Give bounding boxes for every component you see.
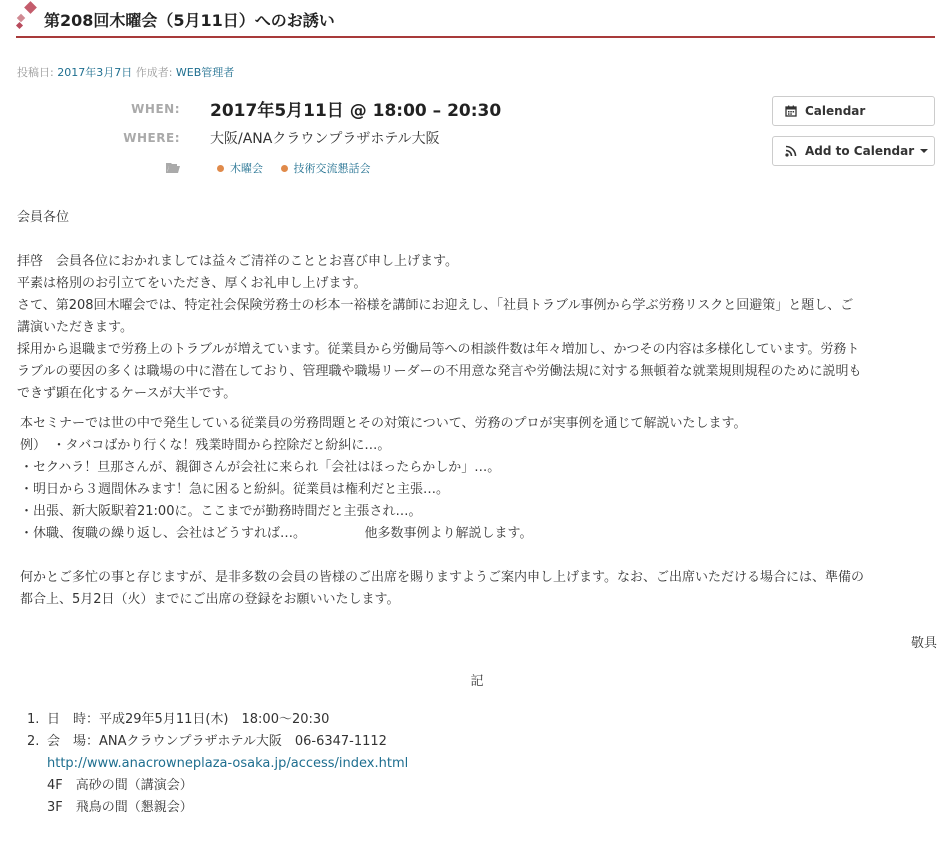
- para1-line: 採用から退職まで労務上のトラブルが増えています。従業員から労働局等への相談件数は年々増加し、かつその内容は多様化しています。労務ト: [17, 342, 860, 357]
- calendar-button[interactable]: [772, 96, 935, 126]
- add-to-calendar-label: Add to Calendar: [805, 144, 915, 158]
- room-line: 4F 高砂の間（講演会）: [47, 778, 193, 793]
- para3-line: 都合上、5月2日（火）までにご出席の登録をお願いいたします。: [20, 592, 400, 607]
- event-when-value: 2017年5月11日 @ 18:00 – 20:30: [210, 101, 502, 121]
- folder-icon: [166, 162, 180, 174]
- category-link-gijutsu[interactable]: 技術交流懇話会: [281, 160, 371, 176]
- para1-line: できず顕在化するケースが大半です。: [17, 386, 237, 401]
- post-header: [16, 0, 935, 38]
- para2-line: 例） ・タバコばかり行くな！残業時間から控除だと紛糾に…。: [20, 438, 391, 453]
- para2-line: ・出張、新大阪駅着21:00に。ここまでが勤務時間だと主張され…。: [20, 504, 422, 519]
- author-label: 作成者:: [132, 66, 176, 79]
- para1-line: 拝啓 会員各位におかれましては益々ご清祥のこととお喜び申し上げます。: [17, 254, 458, 269]
- list-item: 1. 日 時：平成29年5月11日(木) 18:00～20:30: [27, 712, 330, 727]
- when-label: WHEN:: [131, 102, 180, 116]
- title-decoration-icon: [16, 2, 42, 30]
- para1-line: さて、第208回木曜会では、特定社会保険労務士の杉本一裕様を講師にお迎えし、「社員トラブル事例から学ぶ労務リスクと回避策」と題し、ご: [17, 298, 854, 313]
- para1-line: 講演いただきます。: [17, 320, 133, 335]
- chevron-down-icon: [920, 149, 928, 153]
- category-dot-icon: [281, 165, 288, 172]
- category-dot-icon: [217, 165, 224, 172]
- post-meta: [17, 64, 234, 80]
- para3-line: 何かとご多忙の事と存じますが、是非多数の会員の皆様のご出席を賜りますようご案内申し上げます。なお、ご出席いただける場合には、準備の: [20, 570, 864, 585]
- ki-heading: 記: [470, 674, 484, 689]
- calendar-icon: [785, 105, 797, 117]
- calendar-button-label: Calendar: [805, 104, 866, 118]
- para2-line: ・休職、復職の繰り返し、会社はどうすれば…。 他多数事例より解説します。: [20, 526, 533, 541]
- para1-line: ラブルの要因の多くは職場の中に潜在しており、管理職や職場リーダーの不用意な発言や労働法規に対する無頓着な就業規則規程のために説明も: [17, 364, 862, 379]
- post-title: 第208回木曜会（5月11日）へのお誘い: [44, 11, 335, 30]
- event-categories: [217, 160, 385, 176]
- where-label: WHERE:: [123, 131, 180, 145]
- rss-icon: [785, 145, 797, 157]
- salutation: 会員各位: [17, 210, 70, 225]
- para1-line: 平素は格別のお引立てをいただき、厚くお礼申し上げます。: [17, 276, 367, 291]
- posted-label: 投稿日:: [17, 66, 58, 79]
- details-list: [17, 709, 937, 753]
- add-to-calendar-button[interactable]: [772, 136, 935, 166]
- list-item: 2. 会 場：ANAクラウンプラザホテル大阪 06-6347-1112: [27, 734, 387, 749]
- para2-line: 本セミナーでは世の中で発生している従業員の労務問題とその対策について、労務のプロが実事例を通じて解説いたします。: [20, 416, 747, 431]
- post-body: [17, 207, 937, 819]
- category-link-mokuyokai[interactable]: 木曜会: [217, 160, 263, 176]
- para2-line: ・セクハラ！旦那さんが、親御さんが会社に来られ「会社はほったらかしか」…。: [20, 460, 501, 475]
- closing-keigu: 敬具: [910, 636, 937, 651]
- event-where-value: 大阪/ANAクラウンプラザホテル大阪: [210, 131, 440, 147]
- room-line: 3F 飛鳥の間（懇親会）: [47, 800, 193, 815]
- post-date-link[interactable]: 2017年3月7日: [57, 66, 133, 79]
- author-link[interactable]: WEB管理者: [175, 66, 235, 79]
- venue-url-link[interactable]: http://www.anacrowneplaza-osaka.jp/access/index.html: [47, 756, 409, 771]
- para2-line: ・明日から３週間休みます！急に困ると紛糾。従業員は権利だと主張…。: [20, 482, 450, 497]
